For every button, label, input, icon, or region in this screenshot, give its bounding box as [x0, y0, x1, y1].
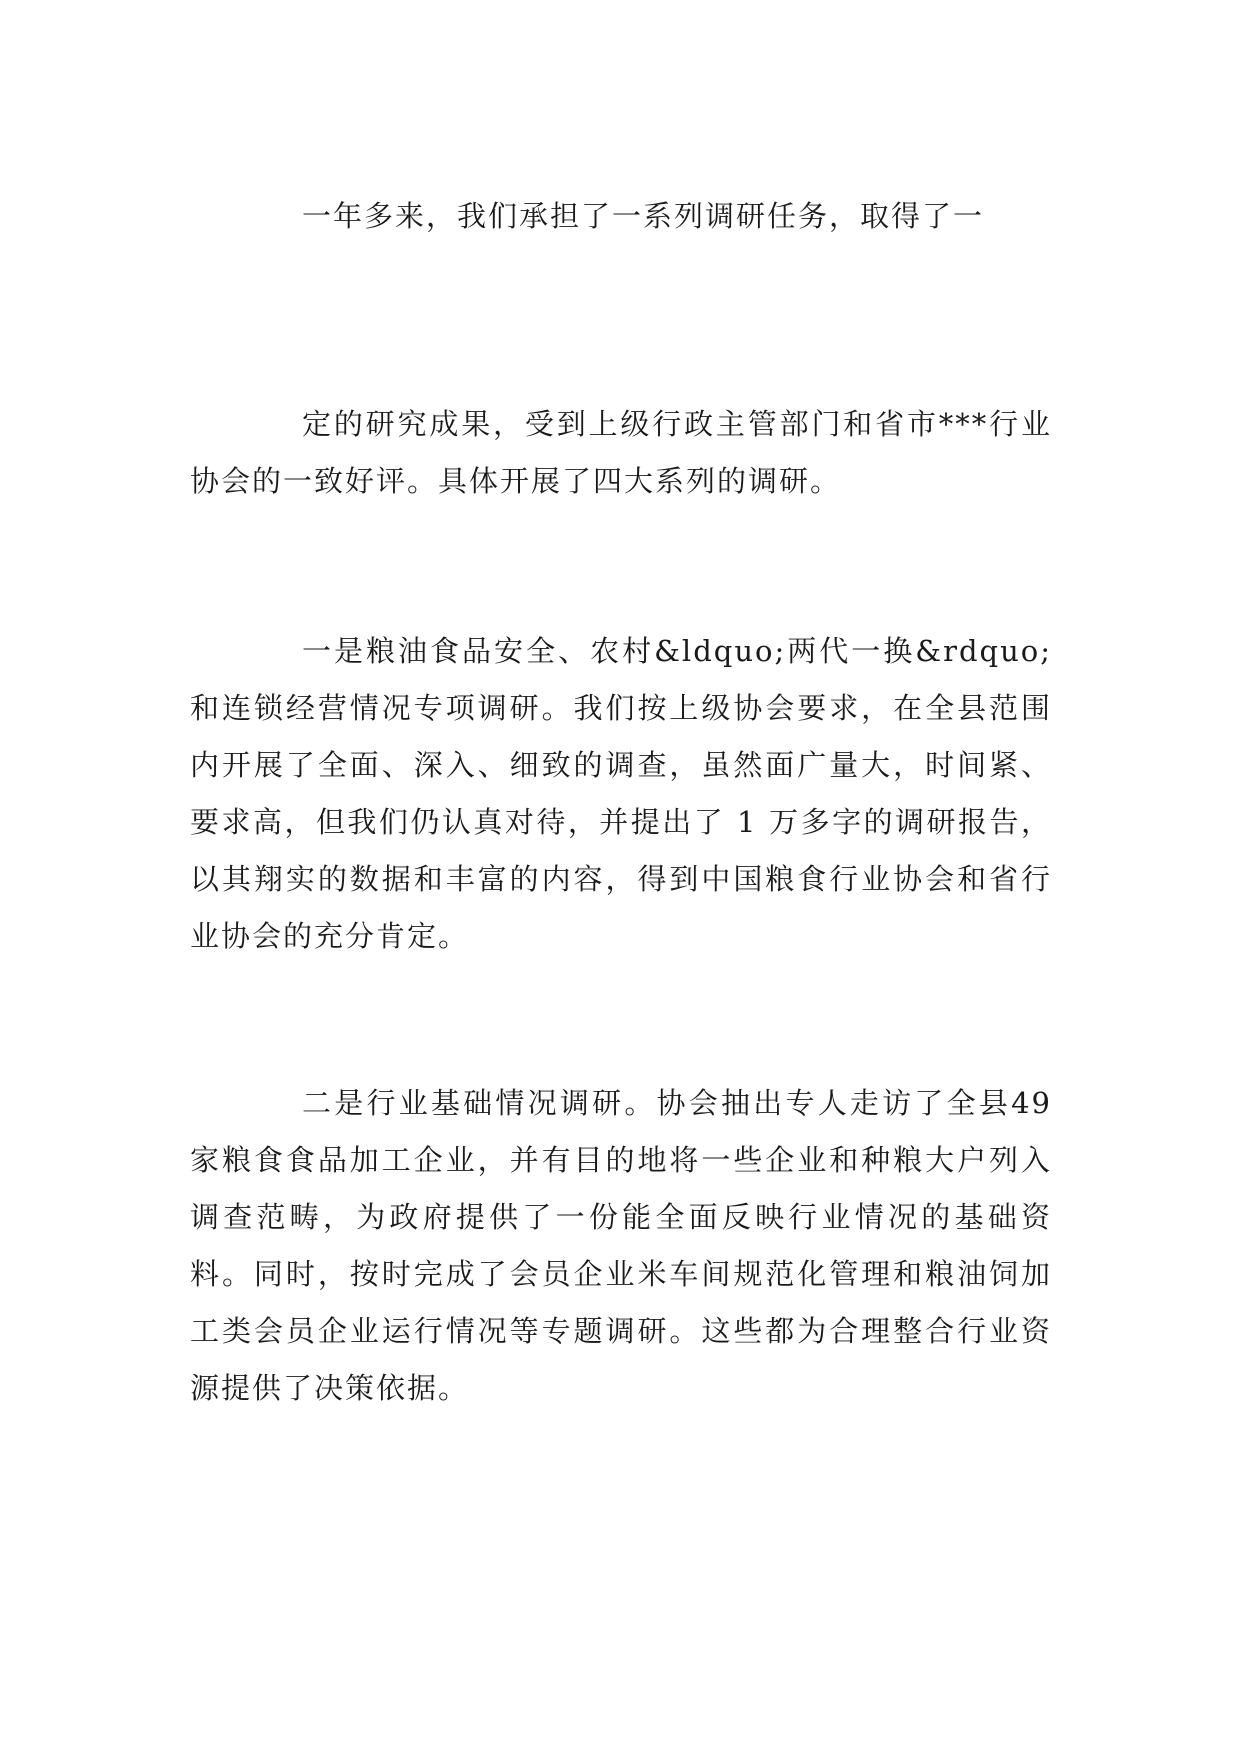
paragraph-achievement: 定的研究成果，受到上级行政主管部门和省市***行业协会的一致好评。具体开展了四大系列的调研。: [190, 407, 1052, 498]
paragraph-intro: 一年多来，我们承担了一系列调研任务，取得了一: [302, 199, 985, 233]
paragraph-research-two: 二是行业基础情况调研。协会抽出专人走访了全县49家粮食食品加工企业，并有目的地将一些企业和种粮大户列入调查范畴，为政府提供了一份能全面反映行业情况的基础资料。同时，按时完成了会员企业米车间规范化管理和粮油饲加工类会员企业运行情况等专题调研。这些都为合理整合行业资源提供了决策依据。: [190, 1086, 1052, 1405]
paragraph-research-one: 一是粮油食品安全、农村&ldquo;两代一换&rdquo;和连锁经营情况专项调研。我们按上级协会要求，在全县范围内开展了全面、深入、细致的调查，虽然面广量大，时间紧、要求高，但我们仍认真对待，并提出了 1 万多字的调研报告，以其翔实的数据和丰富的内容，得到中国粮食行业协会和省行业协会的充分肯定。: [190, 634, 1052, 953]
